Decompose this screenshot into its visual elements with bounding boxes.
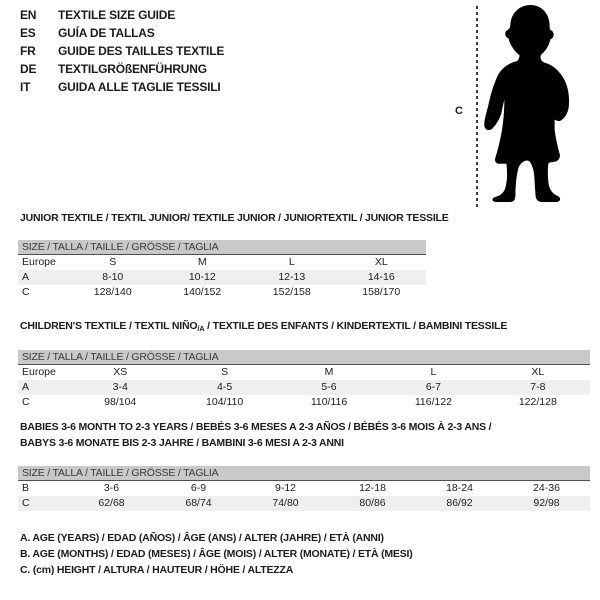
size-value: 18-24 — [446, 482, 473, 494]
size-value: M — [324, 366, 334, 378]
row-label: B — [22, 482, 30, 494]
language-row-en — [20, 6, 224, 24]
guide-title-it: GUIDA ALLE TAGLIE TESSILI — [58, 80, 221, 94]
size-value: 24-36 — [533, 482, 560, 494]
legend-note-b: B. AGE (MONTHS) / EDAD (MESES) / ÂGE (MOIS) / ALTER (MONATE) / ETÀ (MESI) — [20, 548, 413, 560]
language-code: FR — [20, 44, 36, 58]
language-row-fr — [20, 42, 224, 60]
size-value: 9-12 — [274, 482, 296, 494]
size-value: 12-18 — [359, 482, 386, 494]
guide-title-fr: GUIDE DES TAILLES TEXTILE — [58, 44, 225, 58]
size-value: 116/122 — [414, 396, 453, 408]
size-value: S — [109, 256, 117, 268]
table-row-b — [18, 481, 590, 496]
size-value: 14-16 — [367, 271, 395, 283]
size-value: XL — [374, 256, 388, 268]
babies-size-table — [18, 466, 590, 511]
size-value: 86/92 — [446, 497, 473, 509]
size-value: L — [288, 256, 295, 268]
size-value: 98/104 — [104, 396, 137, 408]
size-value: 104/110 — [206, 396, 244, 408]
legend-note-c: C. (cm) HEIGHT / ALTURA / HAUTEUR / HÖHE / ALTEZZA — [20, 564, 294, 576]
children-title-text: / TEXTILE DES ENFANTS / KINDERTEXTIL / BAMBINI TESSILE — [204, 320, 508, 332]
size-value: 7-8 — [530, 381, 546, 393]
babies-table-title — [20, 419, 491, 451]
babies-table-rows — [18, 481, 590, 511]
language-row-es — [20, 24, 224, 42]
size-value: 10-12 — [188, 271, 216, 283]
size-value: 3-4 — [112, 381, 128, 393]
children-table-rows — [18, 365, 590, 410]
height-dotted-line — [476, 6, 478, 207]
language-title-list — [20, 6, 224, 96]
row-label: C — [22, 286, 30, 298]
language-code: IT — [20, 80, 31, 94]
legend-note-a: A. AGE (YEARS) / EDAD (AÑOS) / ÂGE (ANS) / ALTER (JAHRE) / ETÀ (ANNI) — [20, 532, 384, 544]
size-value: 62/68 — [98, 497, 125, 509]
size-value: 3-6 — [103, 482, 120, 494]
size-header-bar: SIZE / TALLA / TAILLE / GRÖSSE / TAGLIA — [18, 240, 426, 255]
size-value: 6-7 — [425, 381, 442, 393]
children-table-title — [20, 320, 507, 333]
junior-size-table — [18, 240, 426, 300]
babies-title-line-2: BABYS 3-6 MONATE BIS 2-3 JAHRE / BAMBINI 3-6 MESI A 2-3 ANNI — [20, 437, 344, 449]
row-label: C — [22, 396, 30, 408]
row-label: Europe — [22, 366, 56, 378]
size-value: 80/86 — [359, 497, 386, 509]
row-label: A — [22, 381, 30, 393]
row-label: C — [22, 497, 30, 509]
junior-table-rows — [18, 255, 426, 300]
size-value: 158/170 — [362, 286, 401, 298]
legend-notes — [20, 530, 413, 578]
table-row-c — [18, 395, 590, 410]
size-value: M — [197, 256, 207, 268]
size-value: 6-9 — [190, 482, 207, 494]
language-code: ES — [20, 26, 36, 40]
table-row-europe — [18, 255, 426, 270]
size-value: L — [430, 366, 437, 378]
language-code: DE — [20, 62, 37, 76]
size-value: 92/98 — [533, 497, 560, 509]
language-row-de — [20, 60, 224, 78]
children-title-text: CHILDREN'S TEXTILE / TEXTIL NIÑO — [20, 320, 198, 332]
height-marker-label: C — [455, 105, 463, 117]
size-value: 128/140 — [93, 286, 132, 298]
table-row-c — [18, 496, 590, 511]
language-row-it — [20, 78, 224, 96]
size-header-bar: SIZE / TALLA / TAILLE / GRÖSSE / TAGLIA — [18, 350, 590, 365]
table-row-a — [18, 380, 590, 395]
row-label: A — [22, 271, 30, 283]
size-value: 110/116 — [310, 396, 348, 408]
size-value: 140/152 — [183, 286, 222, 298]
size-value: XS — [113, 366, 128, 378]
size-value: 152/158 — [272, 286, 311, 298]
guide-title-en: TEXTILE SIZE GUIDE — [58, 8, 176, 22]
size-value: 4-5 — [217, 381, 233, 393]
table-row-c — [18, 285, 426, 300]
size-value: 5-6 — [321, 381, 337, 393]
size-header-bar: SIZE / TALLA / TAILLE / GRÖSSE / TAGLIA — [18, 466, 590, 481]
table-row-a — [18, 270, 426, 285]
size-value: 122/128 — [518, 396, 557, 408]
size-value: 68/74 — [185, 497, 212, 509]
guide-title-de: TEXTILGRÖßENFÜHRUNG — [58, 62, 207, 76]
guide-title-es: GUÍA DE TALLAS — [58, 26, 155, 40]
children-size-table — [18, 350, 590, 410]
size-value: XL — [531, 366, 545, 378]
babies-title-line-1: BABIES 3-6 MONTH TO 2-3 YEARS / BEBÉS 3-6 MESES A 2-3 AÑOS / BÉBÉS 3-6 MOIS À 2-3 ANS / — [20, 421, 492, 433]
children-title-subscript: /A — [197, 324, 205, 333]
table-row-europe — [18, 365, 590, 380]
size-value: 12-13 — [278, 271, 306, 283]
size-value: 74/80 — [272, 497, 299, 509]
row-label: Europe — [22, 256, 56, 268]
size-value: S — [221, 366, 229, 378]
junior-table-title: JUNIOR TEXTILE / TEXTIL JUNIOR/ TEXTILE JUNIOR / JUNIORTEXTIL / JUNIOR TESSILE — [20, 212, 449, 224]
baby-silhouette-image — [484, 3, 580, 209]
size-value: 8-10 — [102, 271, 124, 283]
language-code: EN — [20, 8, 37, 22]
